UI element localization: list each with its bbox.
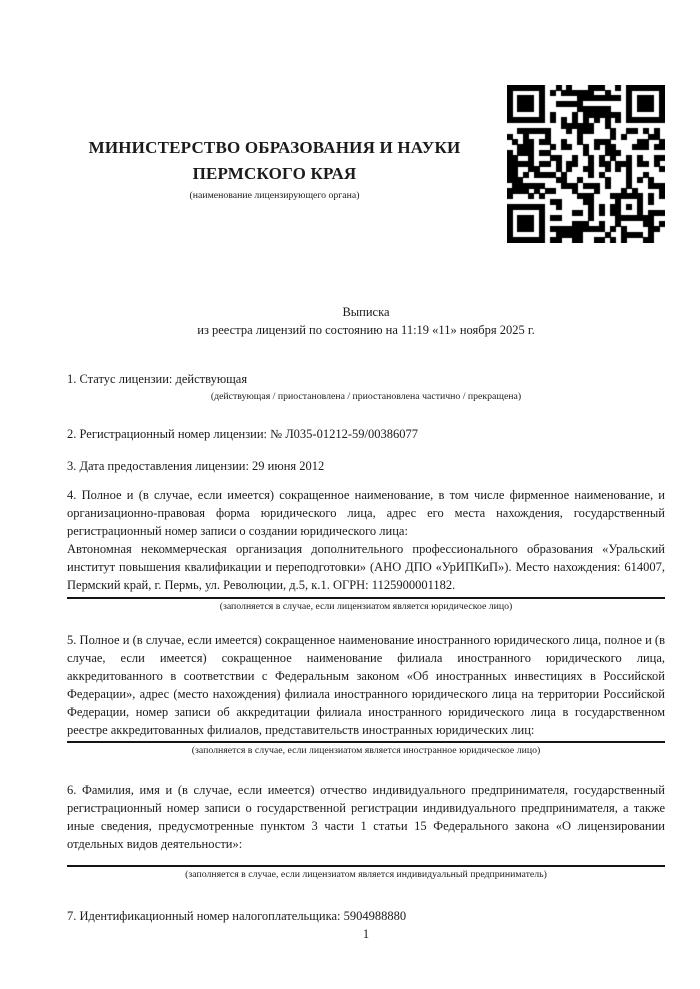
item-7-taxpayer-number: 7. Идентификационный номер налогоплательщика: 5904988880 [67, 909, 407, 923]
document-title: Выписка [342, 305, 390, 319]
item-5-note: (заполняется в случае, если лицензиатом является иностранное юридическое лицо) [191, 745, 541, 756]
item-4-note: (заполняется в случае, если лицензиатом является юридическое лицо) [219, 601, 513, 612]
item-3-grant-date: 3. Дата предоставления лицензии: 29 июня 2012 [67, 459, 325, 473]
item-6-note: (заполняется в случае, если лицензиатом является индивидуальный предприниматель) [185, 869, 547, 880]
document-title-block [67, 304, 665, 339]
document-header [67, 85, 665, 243]
qr-code-icon [507, 85, 665, 243]
fill-in-line [67, 597, 665, 599]
authority-name-line1: МИНИСТЕРСТВО ОБРАЗОВАНИЯ И НАУКИ [88, 138, 461, 157]
fill-in-line [67, 741, 665, 743]
authority-name-line2: ПЕРМСКОГО КРАЯ [192, 164, 357, 183]
licensing-authority-block [67, 85, 507, 203]
page-number: 1 [362, 927, 370, 941]
authority-caption: (наименование лицензирующего органа) [189, 190, 360, 201]
item-4-legal-entity-value: Автономная некоммерческая организация дополнительного профессионального образования «Уральский институт повышения квалификации и переподготовки» (АНО ДПО «УрИПКиП»). Место нахождения: 614007, Пермский край, г. Пермь, ул. Революции, д.5, к.1. ОГРН: 1125900001182. [67, 542, 665, 592]
item-1-license-status: 1. Статус лицензии: действующая [67, 372, 248, 386]
item-4-legal-entity-caption: 4. Полное и (в случае, если имеется) сокращенное наименование, в том числе фирменное наименование, и организационно-правовая форма юридического лица, адрес его места нахождения, государственный регистрационный номер записи о создании юридического лица: [67, 488, 665, 538]
document-subtitle: из реестра лицензий по состоянию на 11:19 «11» ноября 2025 г. [197, 322, 535, 337]
item-5-foreign-entity-caption: 5. Полное и (в случае, если имеется) сокращенное наименование иностранного юридического лица, полное и (в случае, если имеется) сокращенное наименование филиала иностранного юридического лица, аккредитованного в соответствии с Федеральным законом «Об иностранных инвестициях в Российской Федерации», адрес (место нахождения) филиала иностранного юридического лица на территории Российской Федерации, номер записи об аккредитации филиала иностранного юридического лица в государственном реестре аккредитованных филиалов, представительств иностранных юридических лиц: [67, 633, 665, 737]
item-2-registration-number: 2. Регистрационный номер лицензии: № Л035-01212-59/00386077 [67, 427, 418, 441]
item-6-entrepreneur-caption: 6. Фамилия, имя и (в случае, если имеется) отчество индивидуального предпринимателя, государственный регистрационный номер записи о государственной регистрации индивидуального предпринимателя, а также иные сведения, предусмотренные пунктом 3 части 1 статьи 15 Федерального закона «О лицензировании отдельных видов деятельности»: [67, 783, 665, 851]
item-1-status-options-note: (действующая / приостановлена / приостановлена частично / прекращена) [210, 391, 522, 402]
fill-in-line [67, 865, 665, 867]
